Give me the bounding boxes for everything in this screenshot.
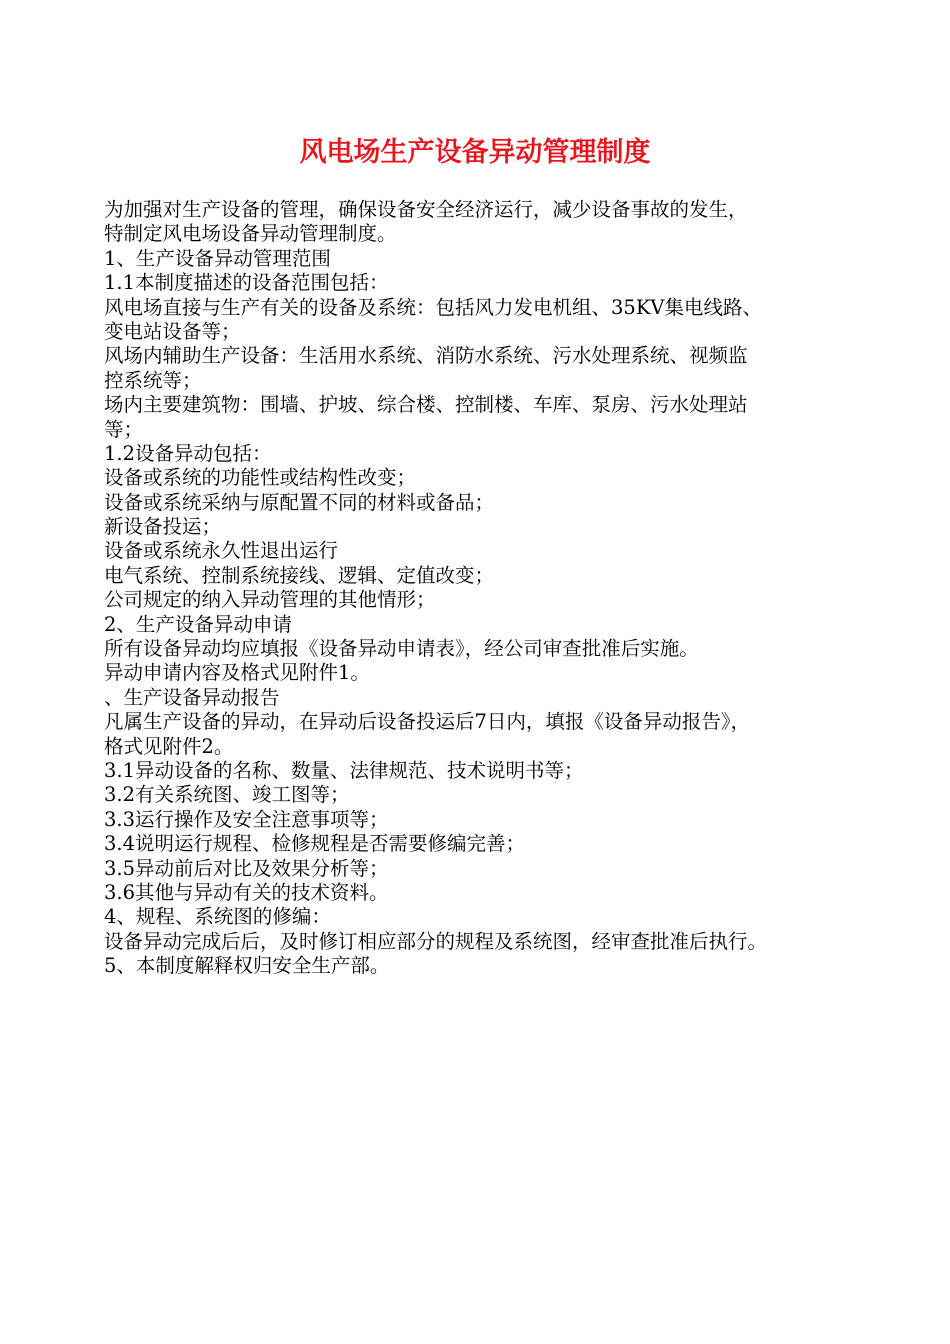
body-line: 3.5异动前后对比及效果分析等；: [104, 856, 389, 880]
body-line: 场内主要建筑物：围墙、护坡、综合楼、控制楼、车库、泵房、污水处理站: [104, 393, 748, 417]
document-body: [104, 198, 864, 979]
body-line: 3.4说明运行规程、检修规程是否需要修编完善；: [104, 832, 526, 856]
body-line: 3.1异动设备的名称、数量、法律规范、技术说明书等；: [104, 758, 584, 782]
body-line: 新设备投运；: [104, 515, 222, 539]
section-heading: 1、生产设备异动管理范围: [104, 246, 331, 270]
body-line: 1.1本制度描述的设备范围包括：: [104, 271, 389, 295]
body-line: 公司规定的纳入异动管理的其他情形；: [104, 588, 436, 612]
section-heading: 2、生产设备异动申请: [104, 612, 292, 636]
body-line: 3.6其他与异动有关的技术资料。: [104, 880, 389, 904]
body-line: 1.2设备异动包括：: [104, 441, 272, 465]
body-line: 控系统等；: [104, 368, 202, 392]
body-line: 设备或系统采纳与原配置不同的材料或备品；: [104, 490, 495, 514]
body-line: 凡属生产设备的异动，在异动后设备投运后7日内，填报《设备异动报告》，: [104, 710, 751, 734]
section-heading: 5、本制度解释权归安全生产部。: [104, 954, 390, 978]
body-line: 电气系统、控制系统接线、逻辑、定值改变；: [104, 563, 495, 587]
body-line: 设备或系统的功能性或结构性改变；: [104, 466, 417, 490]
body-line: 变电站设备等；: [104, 319, 241, 343]
body-line: 格式见附件2。: [104, 734, 234, 758]
body-line: 特制定风电场设备异动管理制度。: [104, 222, 397, 246]
body-line: 为加强对生产设备的管理，确保设备安全经济运行，减少设备事故的发生，: [104, 198, 748, 221]
body-line: 风场内辅助生产设备：生活用水系统、消防水系统、污水处理系统、视频监: [104, 344, 748, 368]
body-line: 3.3运行操作及安全注意事项等；: [104, 807, 389, 831]
body-line: 异动申请内容及格式见附件1。: [104, 661, 370, 685]
body-line: 3.2有关系统图、竣工图等；: [104, 783, 350, 807]
body-line: 风电场直接与生产有关的设备及系统：包括风力发电机组、35KV集电线路、: [104, 295, 762, 319]
body-line: 所有设备异动均应填报《设备异动申请表》，经公司审查批准后实施。: [104, 637, 699, 661]
body-line: 等；: [104, 417, 144, 441]
section-heading: 、生产设备异动报告: [104, 685, 280, 709]
document-title: 风电场生产设备异动管理制度: [299, 137, 651, 168]
body-line: 设备异动完成后后，及时修订相应部分的规程及系统图，经审查批准后执行。: [104, 929, 768, 953]
section-heading: 4、规程、系统图的修编：: [104, 905, 331, 929]
body-line: 设备或系统永久性退出运行: [104, 539, 339, 563]
